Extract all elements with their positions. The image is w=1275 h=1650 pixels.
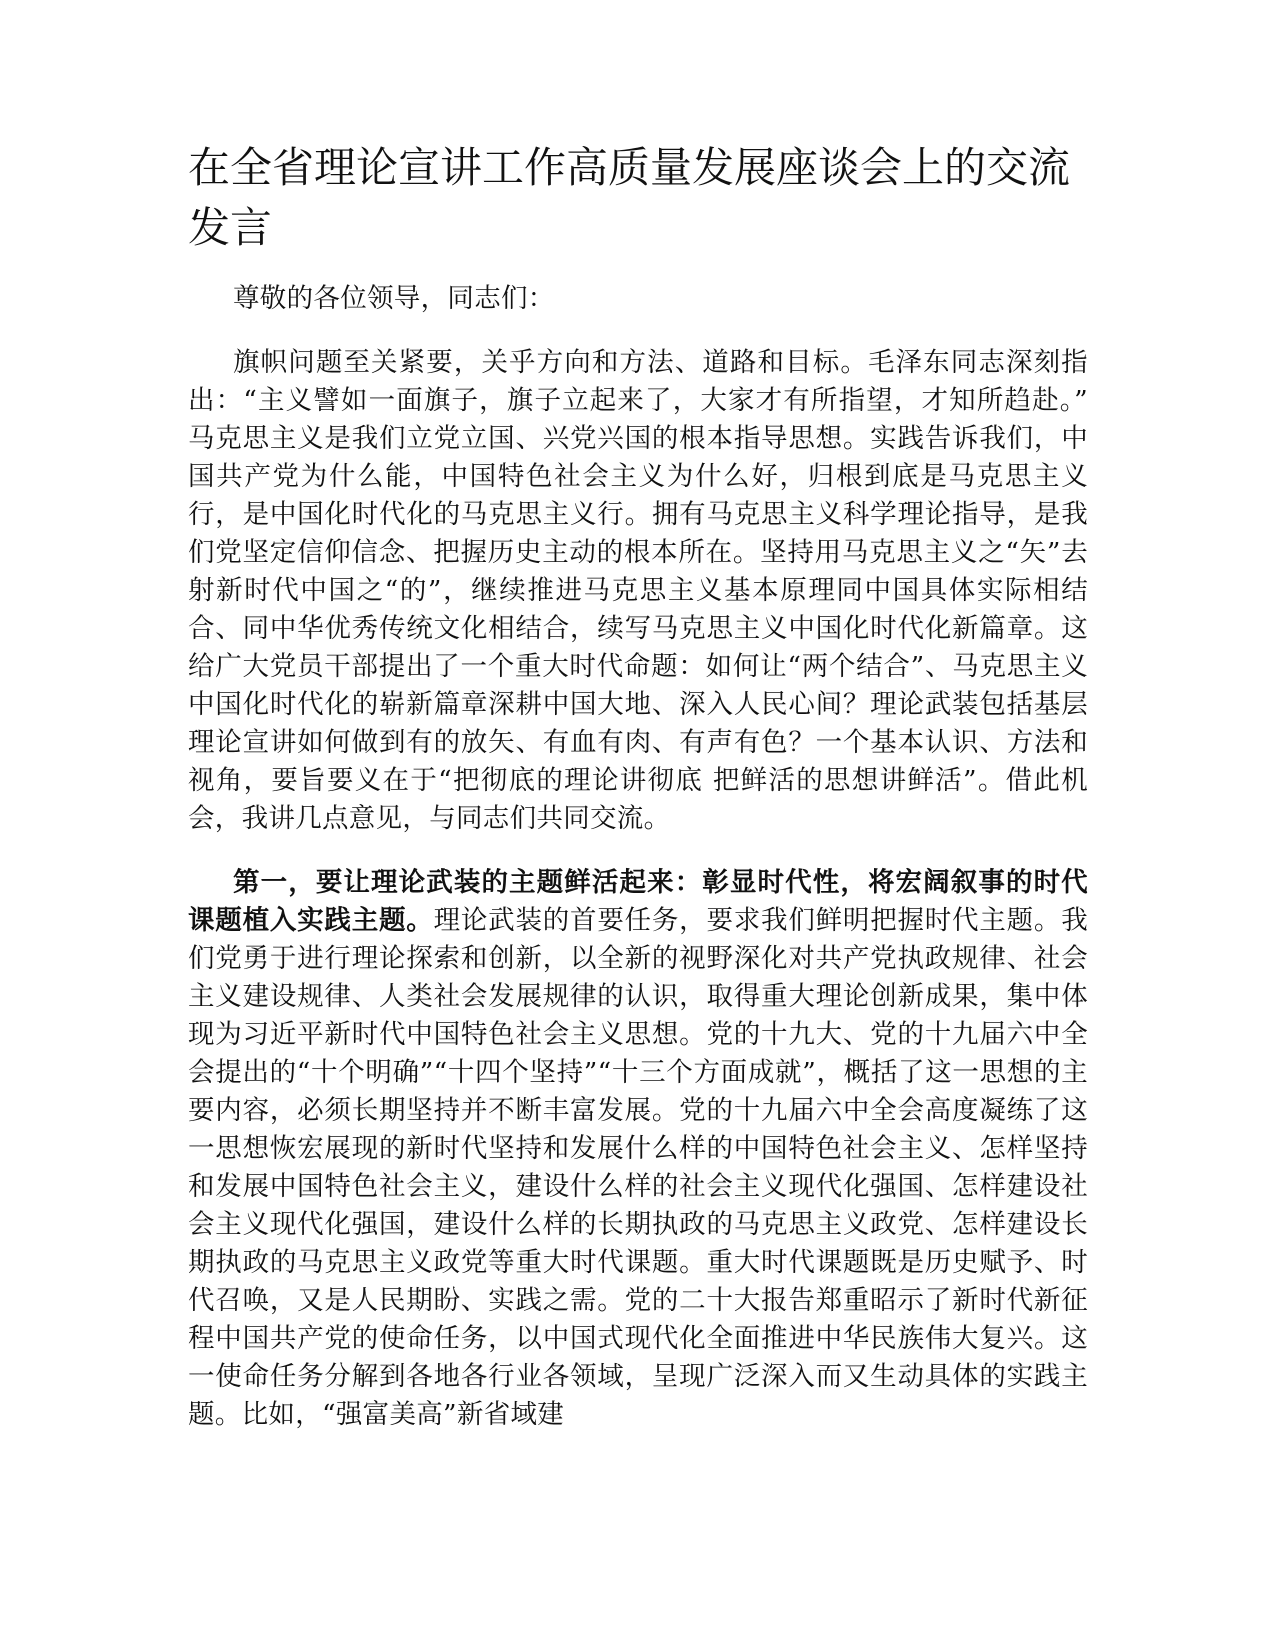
paragraph-text: 理论武装的首要任务，要求我们鲜明把握时代主题。我们党勇于进行理论探索和创新，以全新的视野深化对共产党执政规律、社会主义建设规律、人类社会发展规律的认识，取得重大理论创新成果，集中体现为习近平新时代中国特色社会主义思想。党的十九大、党的十九届六中全会提出的“十个明确”“十四个坚持”“十三个方面成就”，概括了这一思想的主要内容，必须长期坚持并不断丰富发展。党的十九届六中全会高度凝练了这一思想恢宏展现的新时代坚持和发展什么样的中国特色社会主义、怎样坚持和发展中国特色社会主义，建设什么样的社会主义现代化强国、怎样建设社会主义现代化强国，建设什么样的长期执政的马克思主义政党、怎样建设长期执政的马克思主义政党等重大时代课题。重大时代课题既是历史赋予、时代召唤，又是人民期盼、实践之需。党的二十大报告郑重昭示了新时代新征程中国共产党的使命任务，以中国式现代化全面推进中华民族伟大复兴。这一使命任务分解到各地各行业各领域，呈现广泛深入而又生动具体的实践主题。比如，“强富美高”新省域建 [188, 905, 1089, 1430]
document-body [188, 138, 1088, 1434]
paragraph-lead: 第一，要让理论武装的主题鲜活起来：彰显时代性，将宏阔叙事的时代课题植入实践主题。 [188, 867, 1088, 936]
salutation: 尊敬的各位领导，同志们： [233, 283, 555, 314]
paragraph-first-point [188, 864, 1088, 1434]
paragraph-text: 旗帜问题至关紧要，关乎方向和方法、道路和目标。毛泽东同志深刻指出：“主义譬如一面旗子，旗子立起来了，大家才有所指望，才知所趋赴。” 马克思主义是我们立党立国、兴党兴国的根本指导思想。实践告诉我们，中国共产党为什么能，中国特色社会主义为什么好，归根到底是马克思主义行，是中国化时代化的马克思主义行。拥有马克思主义科学理论指导，是我们党坚定信仰信念、把握历史主动的根本所在。坚持用马克思主义之“矢”去射新时代中国之“的”，继续推进马克思主义基本原理同中国具体实际相结合、同中华优秀传统文化相结合，续写马克思主义中国化时代化新篇章。这给广大党员干部提出了一个重大时代命题：如何让“两个结合”、马克思主义中国化时代化的崭新篇章深耕中国大地、深入人民心间？理论武装包括基层理论宣讲如何做到有的放矢、有血有肉、有声有色？一个基本认识、方法和视角，要旨要义在于“把彻底的理论讲彻底 把鲜活的思想讲鲜活”。借此机会，我讲几点意见，与同志们共同交流。 [188, 347, 1088, 834]
document-title: 在全省理论宣讲工作高质量发展座谈会上的交流发言 [188, 143, 1071, 252]
paragraph-intro [188, 344, 1088, 838]
